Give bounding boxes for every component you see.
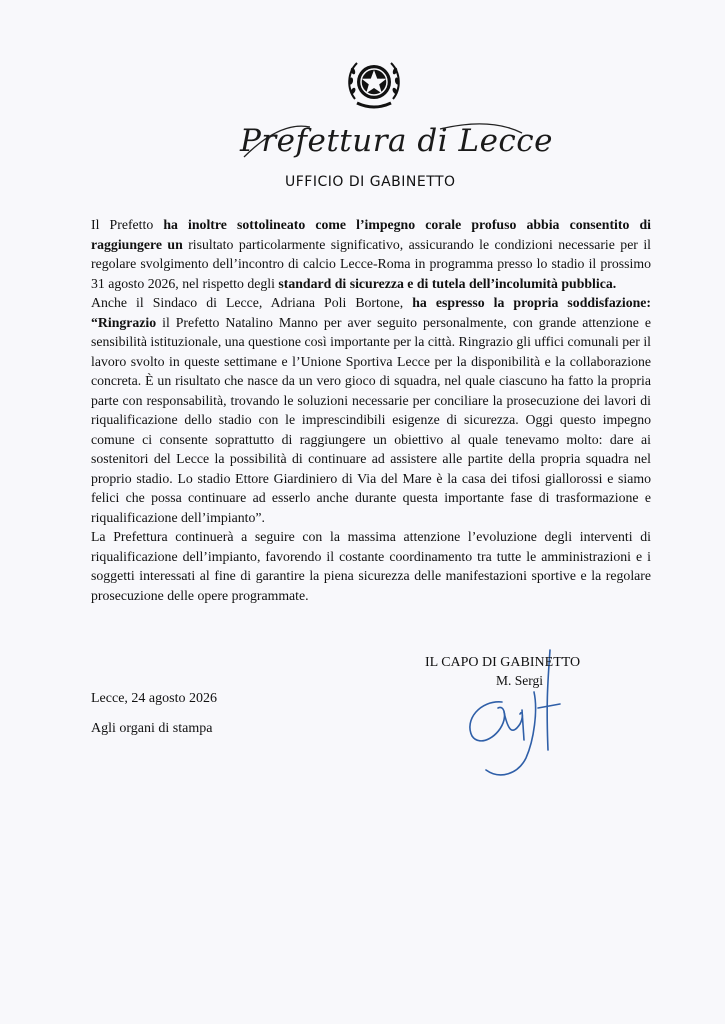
header-title-text: Prefettura di Lecce (240, 123, 553, 159)
italian-republic-emblem-icon (345, 55, 403, 115)
paragraph-1: Il Prefetto ha inoltre sottolineato come l’impegno corale profuso abbia consentito di raggiungere un risultato particolarmente significativo, assicurando le condizioni necessarie per il regolare svolgimento dell’incontro di calcio Lecce-Roma in programma presso lo stadio il prossimo 31 agosto 2026, nel rispetto degli standard di sicurezza e di tutela dell’incolumità pubblica. (91, 217, 651, 291)
place-and-date: Lecce, 24 agosto 2026 (91, 691, 217, 706)
recipients-line: Agli organi di stampa (91, 721, 213, 736)
signatory-title: IL CAPO DI GABINETTO (425, 655, 581, 670)
office-subtitle: UFFICIO DI GABINETTO (285, 174, 456, 190)
paragraph-2: Anche il Sindaco di Lecce, Adriana Poli Bortone, ha espresso la propria soddisfazione: “Ringrazio il Prefetto Natalino Manno per aver seguito personalmente, con grande attenzione e sensibilità istituzionale, una questione così importante per la città. Ringrazio gli uffici comunali per il lavoro svolto in queste settimane e l’Unione Sportiva Lecce per la disponibilità e la collaborazione concreta. È un risultato che nasce da un vero gioco di squadra, nel quale ciascuno ha fatto la propria parte con responsabilità, trovando le soluzioni necessarie per conciliare la prosecuzione dei lavori di riqualificazione dello stadio con le imprescindibili esigenze di sicurezza. Oggi questo impegno comune ci consente soprattutto di raggiungere un obiettivo al quale tenevamo molto: dare ai sostenitori del Lecce la possibilità di continuare ad assistere alle partite della propria squadra nel proprio stadio. Lo stadio Ettore Giardiniero di Via del Mare è la casa dei tifosi giallorossi e siamo felici che possa continuare ad esserlo anche durante questa importante fase di trasformazione e riqualificazione dell’impianto”. (91, 295, 651, 525)
body-text (91, 215, 651, 605)
paragraph-3: La Prefettura continuerà a seguire con la massima attenzione l’evoluzione degli interventi di riqualificazione dell’impianto, favorendo il costante coordinamento tra tutte le amministrazioni e i soggetti interessati al fine di garantire la piena sicurezza delle manifestazioni sportive e la regolare prosecuzione delle opere programmate. (91, 529, 651, 603)
header-title (240, 113, 553, 173)
signatory-name: M. Sergi (496, 673, 544, 688)
